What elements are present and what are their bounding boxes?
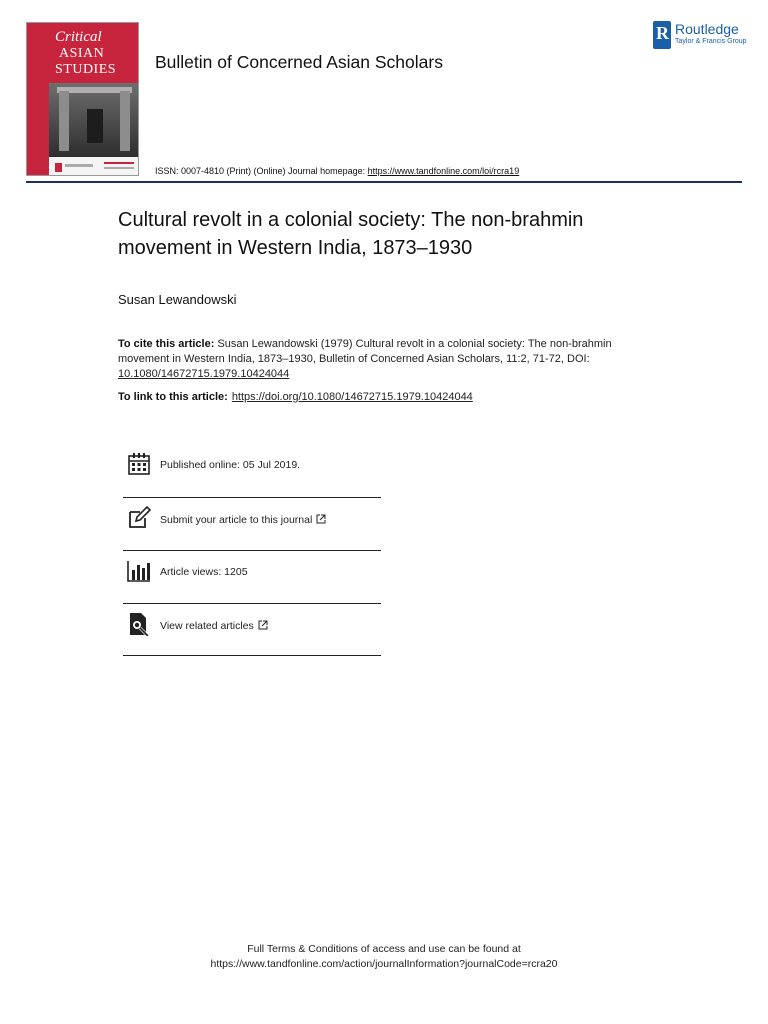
- submit-article-link[interactable]: Submit your article to this journal: [160, 514, 326, 526]
- journal-cover-thumbnail[interactable]: [26, 22, 139, 176]
- article-link[interactable]: https://doi.org/10.1080/14672715.1979.10424044: [231, 391, 473, 403]
- bar-chart-icon: [127, 559, 151, 583]
- related-articles-row[interactable]: [123, 612, 381, 640]
- info-divider: [123, 655, 381, 656]
- journal-homepage-link[interactable]: https://www.tandfonline.com/loi/rcra19: [367, 166, 520, 176]
- terms-footer-url[interactable]: https://www.tandfonline.com/action/journalInformation?journalCode=rcra20: [210, 958, 558, 970]
- cover-title-line1: Critical: [55, 29, 102, 45]
- article-views-row: [123, 559, 381, 587]
- publisher-subtitle: Taylor & Francis Group: [675, 38, 747, 45]
- external-link-icon: [258, 620, 268, 630]
- issn-text: ISSN: 0007-4810 (Print) (Online) Journal homepage:: [155, 166, 368, 176]
- related-articles-link[interactable]: View related articles: [160, 620, 268, 632]
- published-online-row: [123, 452, 381, 480]
- info-divider: [123, 550, 381, 551]
- article-views-text: Article views: 1205: [160, 566, 248, 578]
- cover-footer: [49, 157, 139, 176]
- info-divider: [123, 497, 381, 498]
- article-title: Cultural revolt in a colonial society: The non-brahmin movement in Western India, 1873–1930: [118, 209, 584, 259]
- terms-footer-line1: Full Terms & Conditions of access and use can be found at: [247, 943, 521, 955]
- cover-publisher-logo: [55, 163, 62, 172]
- edit-icon: [127, 506, 151, 530]
- cover-title-block: [49, 23, 139, 83]
- search-document-icon: [127, 612, 151, 636]
- doi-link[interactable]: 10.1080/14672715.1979.10424044: [118, 368, 290, 380]
- submit-article-row[interactable]: [123, 506, 381, 534]
- cover-title-line2: ASIAN: [59, 46, 105, 61]
- article-link-line: [118, 391, 473, 403]
- published-online-text: Published online: 05 Jul 2019.: [160, 459, 301, 471]
- terms-footer: [0, 942, 768, 972]
- publisher-logo[interactable]: [653, 20, 753, 50]
- header-divider: [26, 181, 742, 183]
- publisher-name: Routledge: [675, 21, 739, 37]
- issn-line: [155, 166, 519, 176]
- cover-title-line3: STUDIES: [55, 62, 117, 77]
- article-author: Susan Lewandowski: [118, 292, 237, 307]
- cover-red-band: [27, 23, 49, 175]
- journal-name: Bulletin of Concerned Asian Scholars: [155, 52, 443, 72]
- cover-photo: [49, 83, 139, 157]
- routledge-logo-icon: R: [653, 21, 671, 49]
- calendar-icon: [127, 452, 151, 476]
- citation-block: [118, 337, 648, 382]
- info-divider: [123, 603, 381, 604]
- citation-text: Susan Lewandowski (1979) Cultural revolt in a colonial society: The non-brahmin movement in Western India, 1873–1930, Bulletin of Concerned Asian Scholars, 11:2, 71-72, DOI:: [118, 338, 612, 365]
- citation-label: To cite this article:: [118, 338, 215, 350]
- article-link-label: To link to this article:: [118, 391, 228, 403]
- external-link-icon: [316, 514, 326, 524]
